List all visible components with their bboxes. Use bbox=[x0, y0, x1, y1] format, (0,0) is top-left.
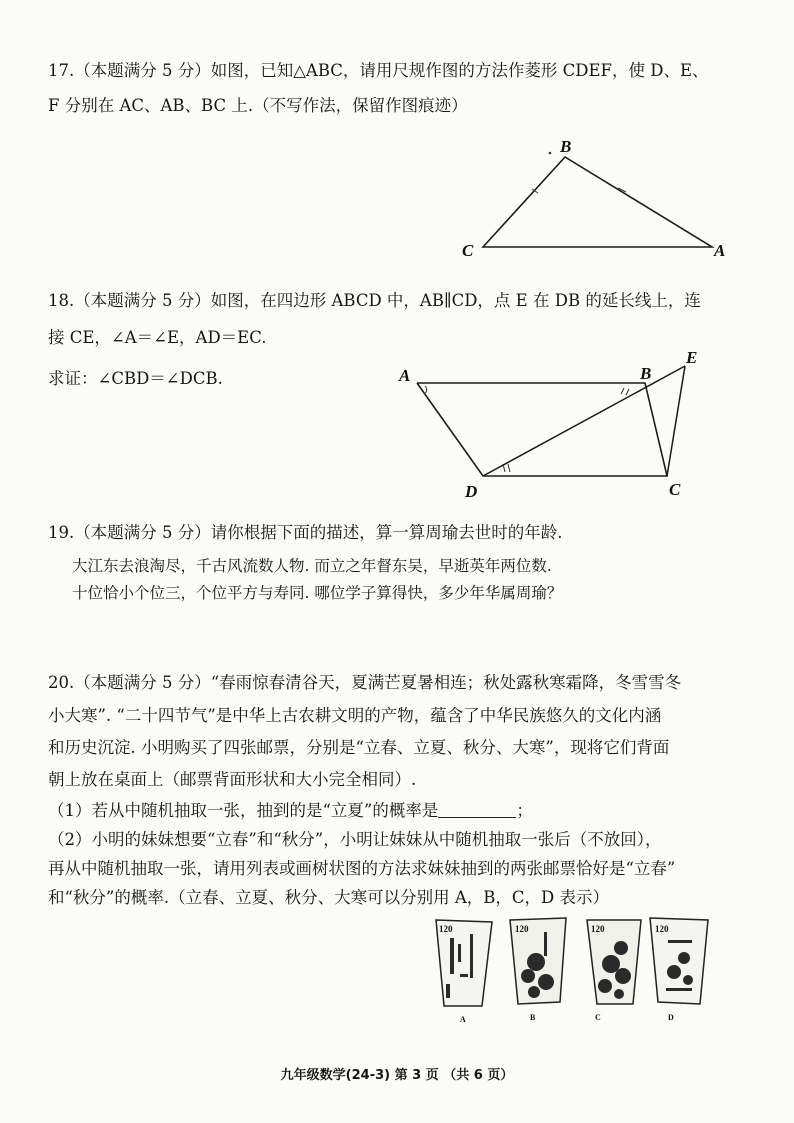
stamp-a-caption: A bbox=[460, 1015, 466, 1024]
q20-part-1-end: ； bbox=[516, 801, 533, 820]
q20-line-1: 20.（本题满分 5 分）“春雨惊春清谷天，夏满芒夏暑相连；秋处露秋寒霜降，冬雪雪冬 bbox=[48, 673, 682, 692]
q20-part-1 bbox=[48, 800, 758, 822]
stamp-b-corner: 120 bbox=[515, 924, 529, 934]
q20-part-1-text: （1）若从中随机抽取一张，抽到的是“立夏”的概率是 bbox=[48, 801, 439, 820]
q20-line-3: 和历史沉淀. 小明购买了四张邮票，分别是“立春、立夏、秋分、大寒”，现将它们背面 bbox=[48, 738, 670, 757]
page-footer: 九年级数学(24-3) 第 3 页 （共 6 页） bbox=[280, 1068, 514, 1083]
q17-line-2: F 分别在 AC、AB、BC 上.（不写作法，保留作图痕迹） bbox=[48, 96, 468, 115]
label-a: A bbox=[714, 241, 726, 260]
q18-line-3: 求证：∠CBD＝∠DCB. bbox=[48, 369, 223, 388]
q18-line-2: 接 CE，∠A＝∠E，AD＝EC. bbox=[48, 328, 267, 347]
label-b: B bbox=[640, 364, 652, 383]
stamp-a bbox=[430, 914, 500, 1026]
stamp-b bbox=[506, 912, 576, 1024]
q20-line-2: 小大寒”. “二十四节气”是中华上古农耕文明的产物，蕴含了中华民族悠久的文化内涵 bbox=[48, 706, 662, 725]
stamp-d-caption: D bbox=[668, 1013, 674, 1022]
q18-line-1: 18.（本题满分 5 分）如图，在四边形 ABCD 中，AB∥CD，点 E 在 DB 的延长线上，连 bbox=[48, 291, 701, 310]
stamp-c-corner: 120 bbox=[591, 924, 605, 934]
q19-line-1: 19.（本题满分 5 分）请你根据下面的描述，算一算周瑜去世时的年龄. bbox=[48, 523, 563, 542]
q20-part-2-line-1: （2）小明的妹妹想要“立春”和“秋分”，小明让妹妹从中随机抽取一张后（不放回）， bbox=[48, 830, 662, 849]
stamp-b-caption: B bbox=[530, 1013, 536, 1022]
stamp-c-caption: C bbox=[595, 1013, 601, 1022]
q20-part-2-line-2: 再从中随机抽取一张，请用列表或画树状图的方法求妹妹抽到的两张邮票恰好是“立春” bbox=[48, 859, 676, 878]
stamp-d bbox=[644, 912, 714, 1024]
q20-part-2-line-3: 和“秋分”的概率.（立春、立夏、秋分、大寒可以分别用 A，B，C，D 表示） bbox=[48, 888, 609, 907]
label-e: E bbox=[686, 348, 698, 367]
stamp-a-corner: 120 bbox=[439, 924, 453, 934]
q20-line-4: 朝上放在桌面上（邮票背面形状和大小完全相同）. bbox=[48, 770, 417, 789]
q19-poem-1: 大江东去浪淘尽，千古风流数人物. 而立之年督东吴，早逝英年两位数. bbox=[72, 557, 552, 575]
answer-blank bbox=[438, 801, 516, 818]
q19-poem-2: 十位恰小个位三，个位平方与寿同. 哪位学子算得快，多少年华属周瑜？ bbox=[72, 584, 563, 602]
q17-line-1: 17.（本题满分 5 分）如图，已知△ABC，请用尺规作图的方法作菱形 CDEF，使 D、E、 bbox=[48, 61, 709, 80]
label-a: A bbox=[399, 366, 411, 385]
label-b: B bbox=[560, 137, 572, 156]
quadrilateral-abcd-figure bbox=[395, 345, 715, 505]
label-d: D bbox=[465, 482, 478, 501]
label-c: C bbox=[462, 241, 474, 260]
triangle-abc-figure bbox=[440, 132, 750, 267]
label-c: C bbox=[669, 480, 681, 499]
stamp-d-corner: 120 bbox=[655, 924, 669, 934]
stamp-c bbox=[581, 912, 651, 1024]
